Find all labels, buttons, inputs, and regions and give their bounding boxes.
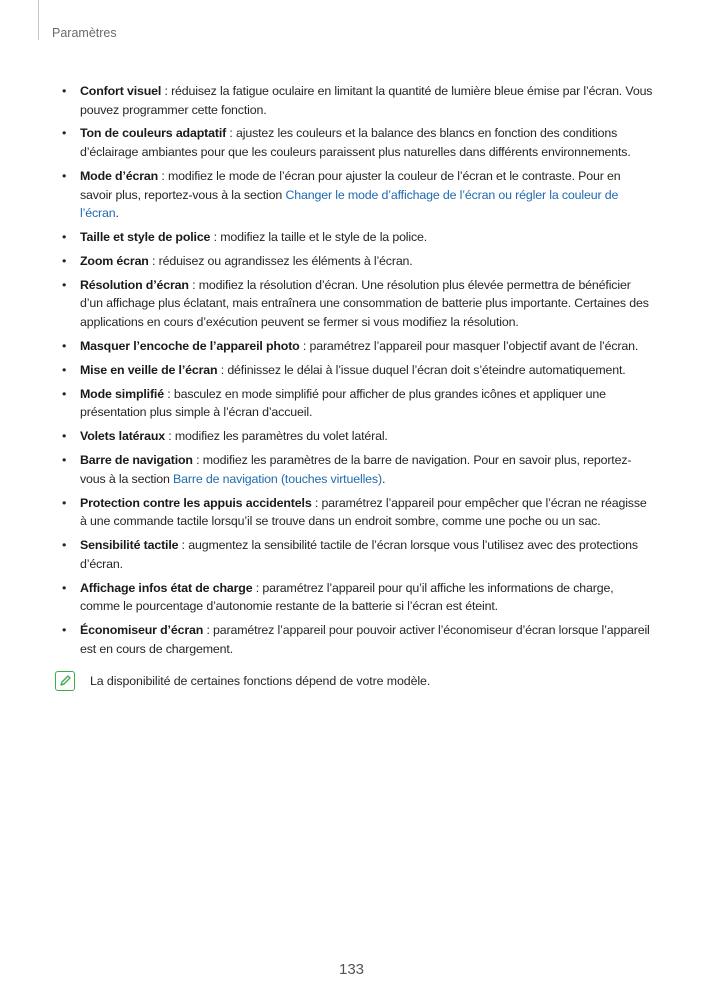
section-link[interactable]: Changer le mode d’affichage de l’écran ou régler la couleur de l’écran bbox=[80, 187, 619, 221]
setting-description: : basculez en mode simplifié pour afficher de plus grandes icônes et appliquer une présentation plus simple à l’écran d’accueil. bbox=[80, 386, 606, 420]
list-item bbox=[62, 276, 654, 332]
list-item bbox=[62, 494, 654, 531]
main-content bbox=[62, 82, 654, 663]
setting-description: : réduisez ou agrandissez les éléments à l’écran. bbox=[148, 253, 413, 268]
setting-term: Masquer l’encoche de l’appareil photo bbox=[80, 338, 300, 353]
section-link[interactable]: Barre de navigation (touches virtuelles) bbox=[173, 471, 382, 486]
note-pencil-icon bbox=[55, 671, 75, 691]
setting-term: Taille et style de police bbox=[80, 230, 211, 245]
setting-description: : modifiez la résolution d’écran. Une résolution plus élevée permettra de bénéficier d’un affichage plus éclatant, mais entraînera une consommation de batterie plus importante. Certaines des applications en cours d’exécution peuvent se fermer si vous modifiez la résolution. bbox=[80, 277, 649, 330]
page-number: 133 bbox=[338, 961, 365, 978]
setting-term: Zoom écran bbox=[80, 253, 149, 268]
setting-description: : augmentez la sensibilité tactile de l’écran lorsque vous l’utilisez avec des protections d’écran. bbox=[80, 538, 638, 571]
list-item bbox=[62, 167, 654, 223]
list-item bbox=[62, 228, 654, 247]
setting-description: : modifiez les paramètres du volet latéral. bbox=[164, 429, 388, 444]
list-item bbox=[62, 579, 654, 616]
setting-term: Barre de navigation bbox=[80, 453, 193, 468]
setting-description: : réduisez la fatigue oculaire en limitant la quantité de lumière bleue émise par l’écran. Vous pouvez programmer cette fonction. bbox=[80, 84, 653, 117]
setting-term: Mode d’écran bbox=[80, 168, 159, 183]
setting-description: : ajustez les couleurs et la balance des blancs en fonction des conditions d’éclairage ambiantes pour que les couleurs paraissent plus naturelles dans différents environnements. bbox=[80, 126, 631, 160]
list-item bbox=[62, 385, 654, 422]
header-divider bbox=[38, 0, 39, 40]
settings-list bbox=[62, 82, 654, 658]
setting-term: Économiseur d’écran bbox=[80, 623, 204, 637]
setting-description: : définissez le délai à l’issue duquel l’écran doit s’éteindre automatiquement. bbox=[217, 362, 626, 377]
setting-description: : paramétrez l’appareil pour masquer l’objectif avant de l’écran. bbox=[299, 338, 639, 353]
setting-term: Protection contre les appuis accidentels bbox=[80, 495, 312, 510]
list-item bbox=[62, 451, 654, 488]
setting-description-end: . bbox=[381, 471, 386, 486]
setting-term: Affichage infos état de charge bbox=[80, 580, 253, 595]
setting-description: : paramétrez l’appareil pour empêcher que l’écran ne réagisse à une commande tactile lorsqu’il se trouve dans un endroit sombre, comme une poche ou un sac. bbox=[80, 495, 647, 529]
list-item bbox=[62, 536, 654, 573]
list-item bbox=[62, 124, 654, 161]
setting-description: : modifiez les paramètres de la barre de navigation. Pour en savoir plus, reportez-vous à la section bbox=[80, 453, 632, 486]
note-box bbox=[55, 671, 655, 695]
setting-term: Mise en veille de l’écran bbox=[80, 362, 218, 377]
list-item bbox=[62, 252, 654, 271]
setting-description: : modifiez la taille et le style de la police. bbox=[210, 230, 428, 245]
setting-term: Sensibilité tactile bbox=[80, 538, 179, 553]
list-item bbox=[62, 82, 654, 119]
setting-term: Résolution d’écran bbox=[80, 277, 189, 292]
list-item bbox=[62, 621, 654, 658]
setting-description: : paramétrez l’appareil pour qu’il affiche les informations de charge, comme le pourcentage d’autonomie restante de la batterie si l’écran est éteint. bbox=[80, 580, 614, 614]
note-text: La disponibilité de certaines fonctions dépend de votre modèle. bbox=[90, 674, 431, 688]
section-header: Paramètres bbox=[52, 26, 117, 40]
setting-term: Confort visuel bbox=[80, 84, 162, 98]
setting-term: Mode simplifié bbox=[80, 386, 164, 401]
setting-term: Ton de couleurs adaptatif bbox=[80, 126, 227, 141]
setting-description-end: . bbox=[115, 206, 119, 221]
list-item bbox=[62, 361, 654, 380]
list-item bbox=[62, 427, 654, 446]
list-item bbox=[62, 337, 654, 356]
setting-term: Volets latéraux bbox=[80, 429, 165, 444]
setting-description: : paramétrez l’appareil pour pouvoir activer l’économiseur d’écran lorsque l’appareil est en cours de chargement. bbox=[80, 623, 650, 656]
setting-description: : modifiez le mode de l’écran pour ajuster la couleur de l’écran et le contraste. Pour en savoir plus, reportez-vous à la section bbox=[80, 168, 621, 202]
